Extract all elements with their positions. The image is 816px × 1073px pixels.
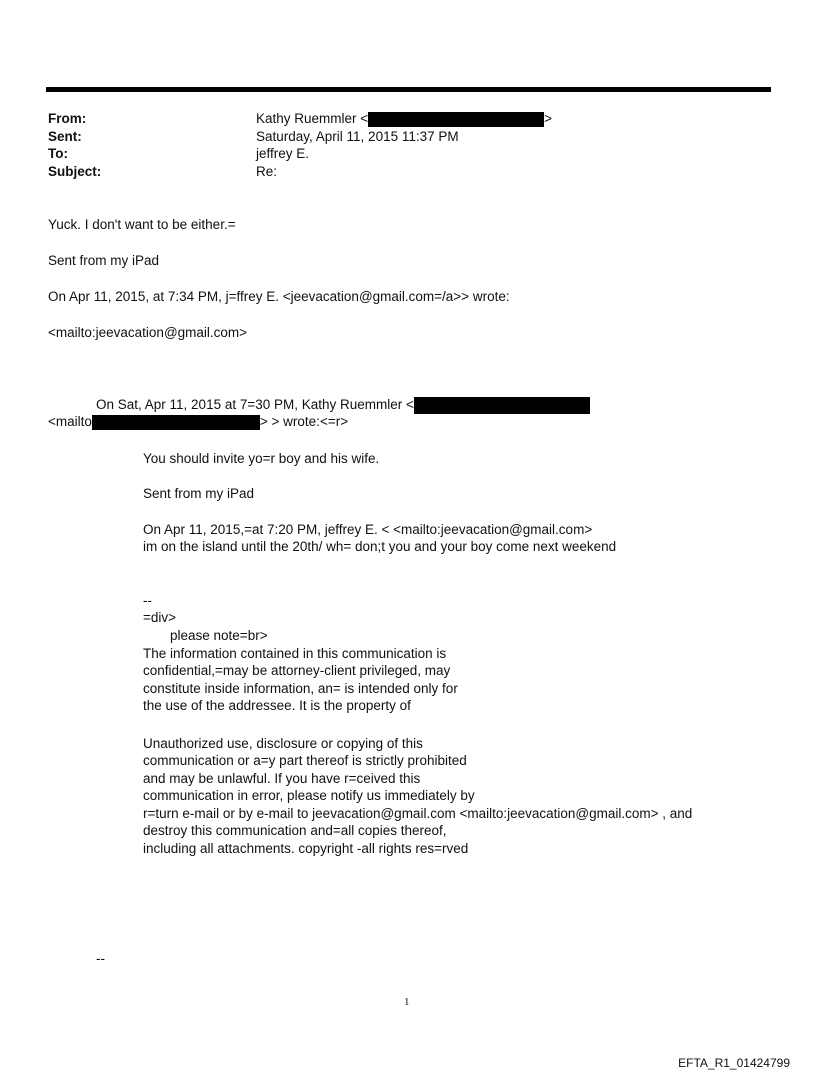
to-row <box>48 145 552 163</box>
quoted-line: including all attachments. copyright -all rights res=rved <box>143 841 469 856</box>
quoted-line: communication or a=y part thereof is strictly prohibited <box>143 753 467 768</box>
subject-value: Re: <box>256 163 278 179</box>
from-label: From: <box>48 111 87 126</box>
sent-value: Saturday, April 11, 2015 11:37 PM <box>256 128 459 144</box>
quoted-line: and may be unlawful. If you have r=ceived this <box>143 771 421 786</box>
quote-intro-text: On Sat, Apr 11, 2015 at 7=30 PM, Kathy Ruemmler < <box>96 397 414 412</box>
quoted-line: Sent from my iPad <box>143 486 255 501</box>
quote-intro-mailto <box>48 413 348 431</box>
header-rule <box>46 87 771 92</box>
quoted-line: im on the island until the 20th/ wh= don;t you and your boy come next weekend <box>143 539 617 554</box>
quoted-line: Unauthorized use, disclosure or copying of this <box>143 736 423 751</box>
quoted-line: the use of the addressee. It is the property of <box>143 698 411 713</box>
sent-row <box>48 128 552 146</box>
body-line: On Apr 11, 2015, at 7:34 PM, j=ffrey E. <jeevacation@gmail.com=/a>> wrote: <box>48 289 510 304</box>
redaction-box <box>414 397 590 414</box>
sent-label: Sent: <box>48 128 82 144</box>
quoted-line: The information contained in this communication is <box>143 646 447 661</box>
from-tail: > <box>544 111 553 126</box>
mailto-suffix: > > wrote:<=r> <box>259 414 349 429</box>
mailto-prefix: <mailto <box>48 414 92 429</box>
quoted-line: On Apr 11, 2015,=at 7:20 PM, jeffrey E. < <mailto:jeevacation@gmail.com> <box>143 522 593 537</box>
quoted-line: confidential,=may be attorney-client privileged, may <box>143 663 451 678</box>
from-value <box>256 110 552 128</box>
quoted-line: =div> <box>143 610 177 625</box>
subject-row <box>48 163 552 181</box>
quoted-line: destroy this communication and=all copies thereof, <box>143 823 447 838</box>
signature-dash: -- <box>96 951 105 966</box>
to-value: jeffrey E. <box>256 146 310 161</box>
quoted-line: please note=br> <box>170 628 268 643</box>
from-row <box>48 110 552 128</box>
quoted-line: communication in error, please notify us immediately by <box>143 788 475 803</box>
page-number: 1 <box>404 996 410 1008</box>
subject-label: Subject: <box>48 163 102 179</box>
to-label: To: <box>48 146 68 161</box>
quoted-line: -- <box>143 593 152 608</box>
body-line: Yuck. I don't want to be either.= <box>48 217 236 232</box>
body-line: <mailto:jeevacation@gmail.com> <box>48 325 248 340</box>
quoted-line: You should invite yo=r boy and his wife. <box>143 451 380 466</box>
quoted-line: r=turn e-mail or by e-mail to jeevacation@gmail.com <mailto:jeevacation@gmail.com> , and <box>143 806 693 821</box>
quoted-line: constitute inside information, an= is intended only for <box>143 681 458 696</box>
bates-number: EFTA_R1_01424799 <box>678 1056 790 1070</box>
body-line: Sent from my iPad <box>48 253 160 268</box>
from-name: Kathy Ruemmler < <box>256 111 369 126</box>
quote-intro-line <box>96 396 590 414</box>
redaction-box <box>92 415 260 430</box>
email-header <box>48 110 552 180</box>
redaction-box <box>368 112 544 127</box>
